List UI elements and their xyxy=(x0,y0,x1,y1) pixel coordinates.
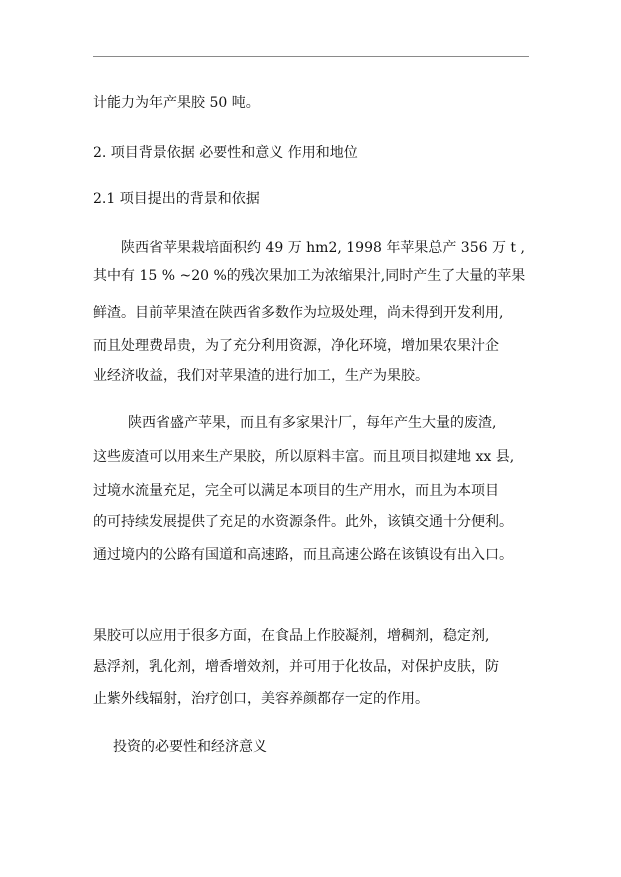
intro-line: 计能力为年产果胶 50 吨。 xyxy=(93,95,260,111)
section-heading: 2. 项目背景依据 必要性和意义 作用和地位 xyxy=(93,145,358,161)
paragraph-1-line: 陕西省苹果栽培面积约 49 万 hm2, 1998 年苹果总产 356 万 t , xyxy=(121,240,525,256)
paragraph-2-line: 这些废渣可以用来生产果胶，所以原料丰富。而且项目拟建地 xx 县, xyxy=(93,449,515,465)
paragraph-3-line: 果胶可以应用于很多方面，在食品上作胶凝剂，增稠剂，稳定剂, xyxy=(93,628,490,644)
paragraph-2-line: 陕西省盛产苹果，而且有多家果汁厂，每年产生大量的废渣, xyxy=(128,415,497,431)
paragraph-2-line: 过境水流量充足，完全可以满足本项目的生产用水，而且为本项目 xyxy=(93,483,499,499)
paragraph-1-line: 其中有 15 % ~20 %的残次果加工为浓缩果汁,同时产生了大量的苹果 xyxy=(93,268,526,284)
paragraph-1-line: 而且处理费昂贵，为了充分利用资源，净化环境，增加果农果汁企 xyxy=(93,338,499,354)
paragraph-1-line: 鲜渣。目前苹果渣在陕西省多数作为垃圾处理，尚未得到开发利用, xyxy=(93,305,504,321)
paragraph-3-line: 悬浮剂，乳化剂，增香增效剂，并可用于化妆品，对保护皮肤，防 xyxy=(93,659,499,675)
paragraph-2-line: 通过境内的公路有国道和高速路，而且高速公路在该镇设有出入口。 xyxy=(93,547,513,563)
subsection-heading: 2.1 项目提出的背景和依据 xyxy=(93,191,260,207)
paragraph-3-line: 止紫外线辐射，治疗创口，美容养颜都存一定的作用。 xyxy=(93,691,429,707)
paragraph-2-line: 的可持续发展提供了充足的水资源条件。此外，该镇交通十分便利。 xyxy=(93,514,513,530)
header-rule xyxy=(93,56,529,57)
trailing-heading: 投资的必要性和经济意义 xyxy=(113,739,267,755)
paragraph-1-line: 业经济收益，我们对苹果渣的进行加工，生产为果胶。 xyxy=(93,368,429,384)
